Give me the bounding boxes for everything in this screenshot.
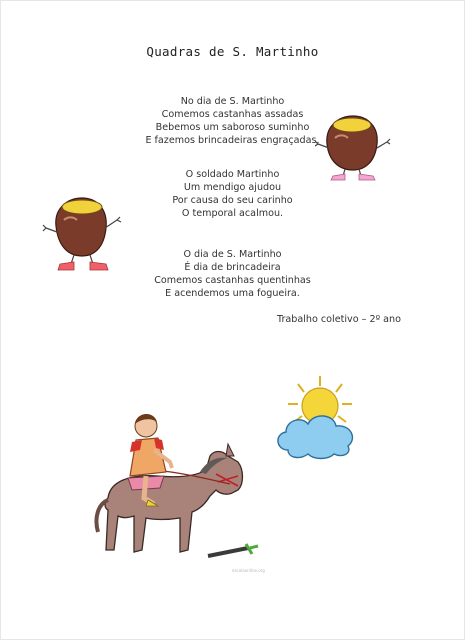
stanza-line: O temporal acalmou. xyxy=(181,208,284,219)
credit-text: Trabalho coletivo – 2º ano xyxy=(277,314,401,325)
stanza-line: E fazemos brincadeiras engraçadas. xyxy=(145,135,320,146)
stanza-line: O soldado Martinho xyxy=(185,169,280,180)
watermark-text: escolaonline.org xyxy=(232,568,265,573)
stanza-line: E acendemos uma fogueira. xyxy=(165,288,300,299)
sun-behind-cloud-icon xyxy=(258,372,368,462)
soldier-on-horse-illustration xyxy=(88,400,268,576)
stanza-line: O dia de S. Martinho xyxy=(183,249,282,260)
stanza-line: Comemos castanhas assadas xyxy=(161,109,304,120)
stanza-line: Comemos castanhas quentinhas xyxy=(154,275,311,286)
stanza-1 xyxy=(0,95,465,147)
chestnut-character-icon xyxy=(315,108,391,184)
stanza-line: Bebemos um saboroso suminho xyxy=(155,122,310,133)
chestnut-character-icon xyxy=(42,190,124,276)
page-title: Quadras de S. Martinho xyxy=(146,44,319,59)
stanza-line: É dia de brincadeira xyxy=(184,262,281,273)
stanza-line: Por causa do seu carinho xyxy=(172,195,293,206)
stanza-line: Um mendigo ajudou xyxy=(183,182,282,193)
stanza-line: No dia de S. Martinho xyxy=(180,96,285,107)
